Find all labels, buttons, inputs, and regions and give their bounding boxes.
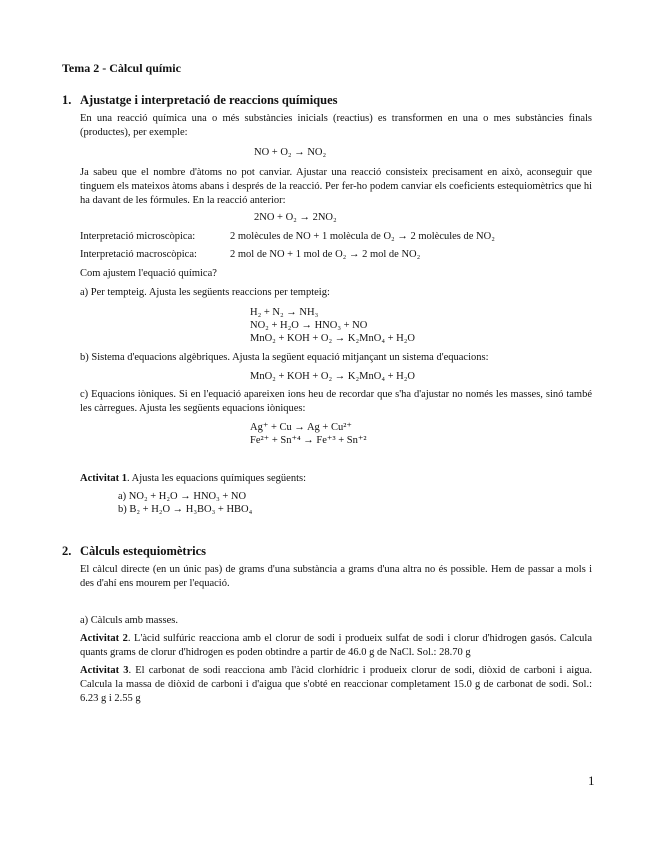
equation-a3: MnO₂ + KOH + O₂ → K₂MnO₄ + H₂O — [250, 333, 415, 344]
activity-3 — [80, 664, 592, 707]
macro-interpretation — [80, 248, 420, 262]
page-title: Tema 2 - Càlcul químic — [62, 61, 181, 75]
activity-3-text: . El carbonat de sodi reacciona amb l'àcid clorhídric i produeix clorur de sodi, diòxid de carboni i aigua. Calcula la massa de diòxid de carboni i d'aigua que s'obté en reaccionar completament 15.0 g de carbonat de sodi. Sol.: 6.23 g i 2.55 g — [80, 665, 592, 705]
micro-interpretation — [80, 230, 495, 244]
section-1-intro: En una reacció química una o més substàncies inicials (reactius) es transformen en una o mes substàncies finals (productes), per exemple: — [80, 113, 592, 139]
section-1-heading — [62, 92, 338, 109]
page-number: 1 — [588, 773, 595, 788]
question-text: Com ajustem l'equació química? — [80, 268, 217, 279]
activity-1-item-b: b) B₂ + H₂O → H₃BO₃ + HBO₄ — [118, 504, 253, 515]
method-b-text: b) Sistema d'equacions algèbriques. Ajusta la següent equació mitjançant un sistema d'equacions: — [80, 352, 489, 363]
macro-label: Interpretació macroscòpica: — [80, 249, 197, 260]
micro-label: Interpretació microscòpica: — [80, 231, 196, 242]
section-2-heading — [62, 543, 206, 560]
section-1-number: 1. — [62, 93, 72, 107]
micro-text: 2 molècules de NO + 1 molècula de O₂ → 2 molècules de NO₂ — [230, 231, 495, 242]
activity-2-label: Activitat 2 — [80, 633, 128, 644]
section-2-number: 2. — [62, 544, 72, 558]
section-1-paragraph-2: Ja sabeu que el nombre d'àtoms no pot canviar. Ajustar una reacció consisteix precisament en això, aconseguir que tinguem els mateixos àtoms abans i després de la reacció. Per fer-ho podem canviar els coeficients estequiomètrics que hi ha davant de les fórmules. En la reacció anterior: — [80, 167, 592, 207]
equation-c1: Ag⁺ + Cu → Ag + Cu²⁺ — [250, 422, 352, 433]
activity-1-item-a: a) NO₂ + H₂O → HNO₃ + NO — [118, 491, 247, 502]
section-1-title: Ajustatge i interpretació de reaccions químiques — [80, 93, 338, 107]
method-a-text: a) Per tempteig. Ajusta les següents reaccions per tempteig: — [80, 287, 330, 298]
equation-b: MnO₂ + KOH + O₂ → K₂MnO₄ + H₂O — [250, 371, 415, 382]
activity-3-label: Activitat 3 — [80, 665, 129, 676]
activity-1-text: . Ajusta les equacions químiques següents: — [126, 473, 307, 484]
equation-1: NO + O₂ → NO₂ — [254, 147, 327, 158]
macro-text: 2 mol de NO + 1 mol de O₂ → 2 mol de NO₂ — [230, 249, 421, 260]
activity-1-label: Activitat 1 — [80, 473, 127, 484]
activity-1 — [80, 472, 306, 486]
section-2-a-text: a) Càlculs amb masses. — [80, 615, 178, 626]
activity-2 — [80, 632, 592, 660]
equation-2: 2NO + O₂ → 2NO₂ — [254, 212, 337, 223]
method-c-text: c) Equacions iòniques. Si en l'equació apareixen ions heu de recordar que s'ha d'ajustar no només les masses, sinó també les càrregues. Ajusta les següents equacions iòniques: — [80, 389, 592, 415]
activity-2-text: . L'àcid sulfúric reacciona amb el clorur de sodi i produeix sulfat de sodi i clorur d'hidrogen gasós. Calcula quants grams de clorur d'hidrogen es poden obtindre a partir de 46.0 g de NaCl. Sol.: 28.70 g — [80, 633, 593, 659]
section-2-intro: El càlcul directe (en un únic pas) de grams d'una substància a grams d'una altra no és possible. Hem de passar a mols i des d'ahí ens mourem per l'equació. — [80, 564, 592, 590]
section-2-title: Càlculs estequiomètrics — [80, 544, 207, 558]
equation-c2: Fe²⁺ + Sn⁺⁴ → Fe⁺³ + Sn⁺² — [250, 435, 367, 446]
equation-a2: NO₂ + H₂O → HNO₃ + NO — [250, 320, 368, 331]
equation-a1: H₂ + N₂ → NH₃ — [250, 307, 319, 318]
